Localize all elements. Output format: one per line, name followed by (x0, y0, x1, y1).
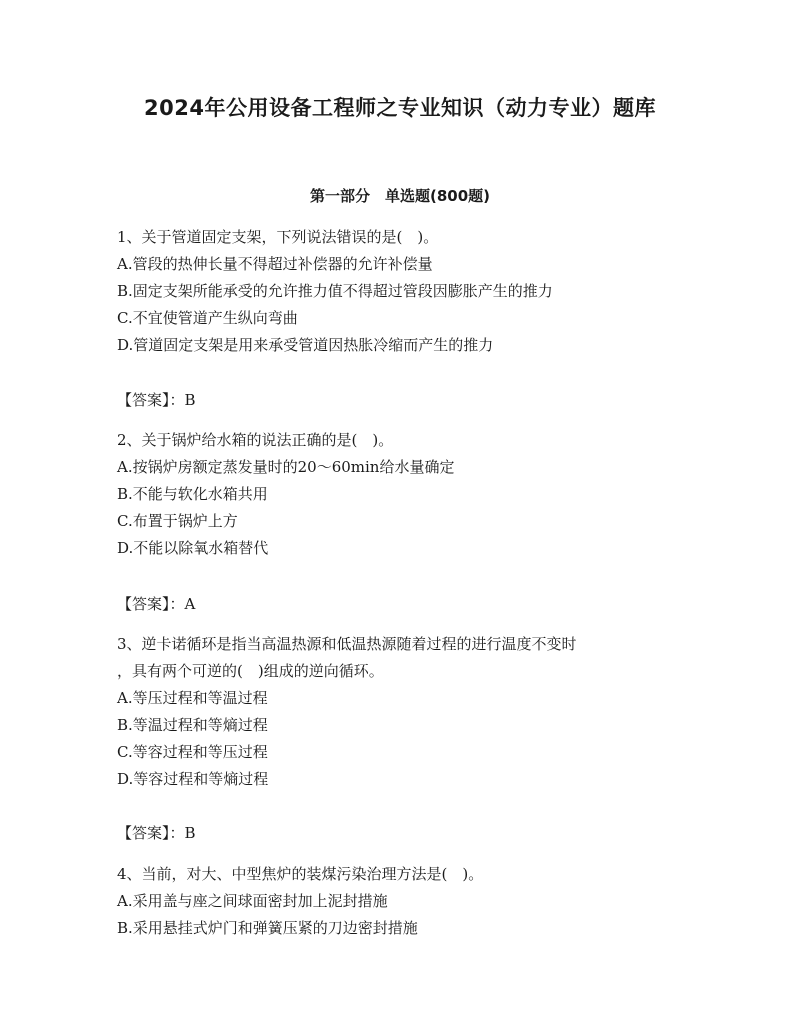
question-2-option-b: B.不能与软化水箱共用 (117, 485, 268, 503)
section-heading: 第一部分 单选题(800题) (309, 187, 491, 205)
question-2-option-d: D.不能以除氧水箱替代 (117, 539, 269, 557)
question-3-option-b: B.等温过程和等熵过程 (117, 716, 268, 734)
question-2-option-c: C.布置于锅炉上方 (117, 512, 238, 530)
question-1-option-a: A.管段的热伸长量不得超过补偿器的允许补偿量 (117, 255, 433, 273)
question-4-option-a: A.采用盖与座之间球面密封加上泥封措施 (117, 892, 388, 910)
question-1-stem: 1、关于管道固定支架，下列说法错误的是( )。 (117, 228, 439, 246)
question-2-option-a: A.按锅炉房额定蒸发量时的20～60min给水量确定 (117, 458, 455, 476)
question-3-stem-line-1: 3、逆卡诺循环是指当高温热源和低温热源随着过程的进行温度不变时 (117, 635, 577, 653)
question-3-option-a: A.等压过程和等温过程 (117, 689, 268, 707)
question-1-option-d: D.管道固定支架是用来承受管道因热胀冷缩而产生的推力 (117, 336, 494, 354)
question-2-stem: 2、关于锅炉给水箱的说法正确的是( )。 (117, 431, 394, 449)
question-1-option-c: C.不宜使管道产生纵向弯曲 (117, 309, 298, 327)
question-2-answer: 【答案】：A (117, 595, 196, 613)
question-4-stem: 4、当前，对大、中型焦炉的装煤污染治理方法是( )。 (117, 865, 484, 883)
question-1-option-b: B.固定支架所能承受的允许推力值不得超过管段因膨胀产生的推力 (117, 282, 553, 300)
question-4-option-b: B.采用悬挂式炉门和弹簧压紧的刀边密封措施 (117, 919, 418, 937)
question-3-answer: 【答案】：B (117, 824, 196, 842)
question-3-option-d: D.等容过程和等熵过程 (117, 770, 269, 788)
question-3-option-c: C.等容过程和等压过程 (117, 743, 268, 761)
page-title: 2024年公用设备工程师之专业知识（动力专业）题库 (144, 96, 656, 120)
question-3-stem-line-2: ，具有两个可逆的( )组成的逆向循环。 (117, 662, 384, 680)
question-1-answer: 【答案】：B (117, 391, 196, 409)
